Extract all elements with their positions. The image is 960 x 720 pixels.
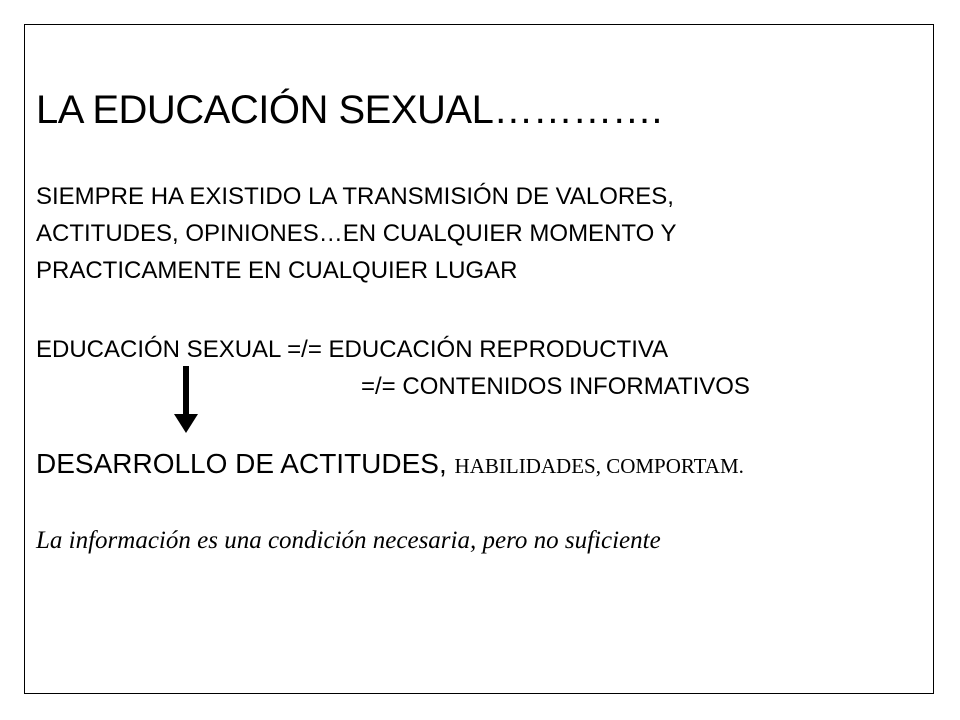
development-main-text: DESARROLLO DE ACTITUDES, — [36, 448, 447, 479]
informative-contents-line: =/= CONTENIDOS INFORMATIVOS — [361, 373, 750, 400]
paragraph-line: SIEMPRE HA EXISTIDO LA TRANSMISIÓN DE VALORES, — [36, 183, 674, 210]
title-text: LA EDUCACIÓN SEXUAL…………. — [36, 88, 662, 132]
development-line — [36, 448, 744, 480]
paragraph-line: PRACTICAMENTE EN CUALQUIER LUGAR — [36, 257, 518, 284]
italic-note: La información es una condición necesaria, pero no suficiente — [36, 527, 661, 554]
development-small-text: HABILIDADES, COMPORTAM. — [454, 454, 744, 478]
paragraph-line: ACTITUDES, OPINIONES…EN CUALQUIER MOMENTO Y — [36, 220, 677, 247]
slide-title — [36, 88, 662, 133]
transmission-paragraph — [36, 178, 677, 289]
down-arrow-icon — [172, 366, 200, 433]
sexual-vs-reproductive-line: EDUCACIÓN SEXUAL =/= EDUCACIÓN REPRODUCTIVA — [36, 336, 669, 363]
